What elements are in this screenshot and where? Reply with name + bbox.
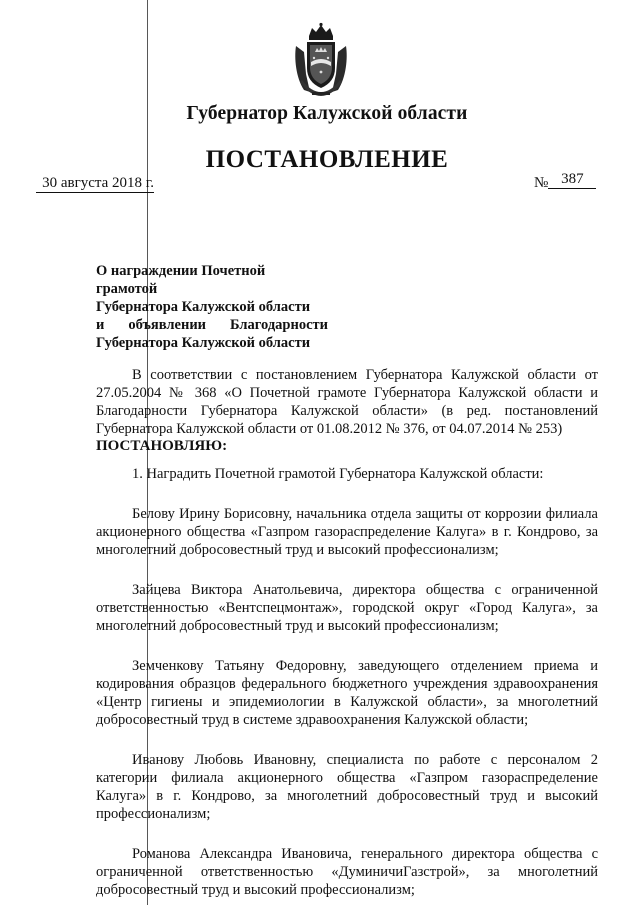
awardee-paragraph: Белову Ирину Борисовну, начальника отдела защиты от коррозии филиала акционерного общества «Газпром газораспределение Калуга» в г. Кондрово, за многолетний добросовестный труд и высокий профессионализм; (96, 506, 598, 558)
issuing-authority: Губернатор Калужской области (186, 103, 468, 124)
kaluga-coat-of-arms-icon (290, 22, 352, 98)
award-clause: 1. Наградить Почетной грамотой Губернатора Калужской области: (132, 466, 544, 482)
document-type-title: ПОСТАНОВЛЕНИЕ (205, 146, 449, 173)
document-body (96, 366, 598, 899)
number-label: № (534, 175, 549, 191)
number-value: 387 (548, 171, 596, 189)
document-number (534, 171, 596, 193)
preamble-paragraph: В соответствии с постановлением Губернатора Калужской области от 27.05.2004 № 368 «О Почетной грамоте Губернатора Калужской области и Благодарности Губернатора Калужской области» (в ред. постановлений Губернатора Калужской области от 01.08.2012 № 376, от 04.07.2014 № 253) (96, 367, 598, 437)
subject-line: и объявлении Благодарности (96, 317, 328, 333)
date-value: 30 августа 2018 г. (36, 175, 154, 193)
awardee-paragraph: Зайцева Виктора Анатольевича, директора общества с ограниченной ответственностью «Вентспецмонтаж», городской округ «Город Калуга», за многолетний добросовестный труд и высокий профессионализм; (96, 582, 598, 634)
decree-word: ПОСТАНОВЛЯЮ: (96, 438, 228, 454)
document-subject (96, 262, 328, 352)
awardee-paragraph: Иванову Любовь Ивановну, специалиста по работе с персоналом 2 категории филиала акционерного общества «Газпром газораспределение Калуга» в г. Кондрово, за многолетний добросовестный труд и высокий профессионализм; (96, 752, 598, 822)
subject-line: Губернатора Калужской области (96, 335, 311, 351)
subject-line: Губернатора Калужской области (96, 299, 311, 315)
awardee-paragraph: Земченкову Татьяну Федоровну, заведующего отделением приема и кодирования образцов федерального бюджетного учреждения здравоохранения «Центр гигиены и эпидемиологии в Калужской области», за многолетний добросовестный труд в системе здравоохранения Калужской области; (96, 658, 598, 728)
awardee-paragraph: Романова Александра Ивановича, генерального директора общества с ограниченной ответственностью «ДуминичиГазстрой», за многолетний добросовестный труд и высокий профессионализм; (96, 846, 598, 898)
subject-line: О награждении Почетной грамотой (96, 263, 266, 297)
document-date (36, 175, 154, 193)
